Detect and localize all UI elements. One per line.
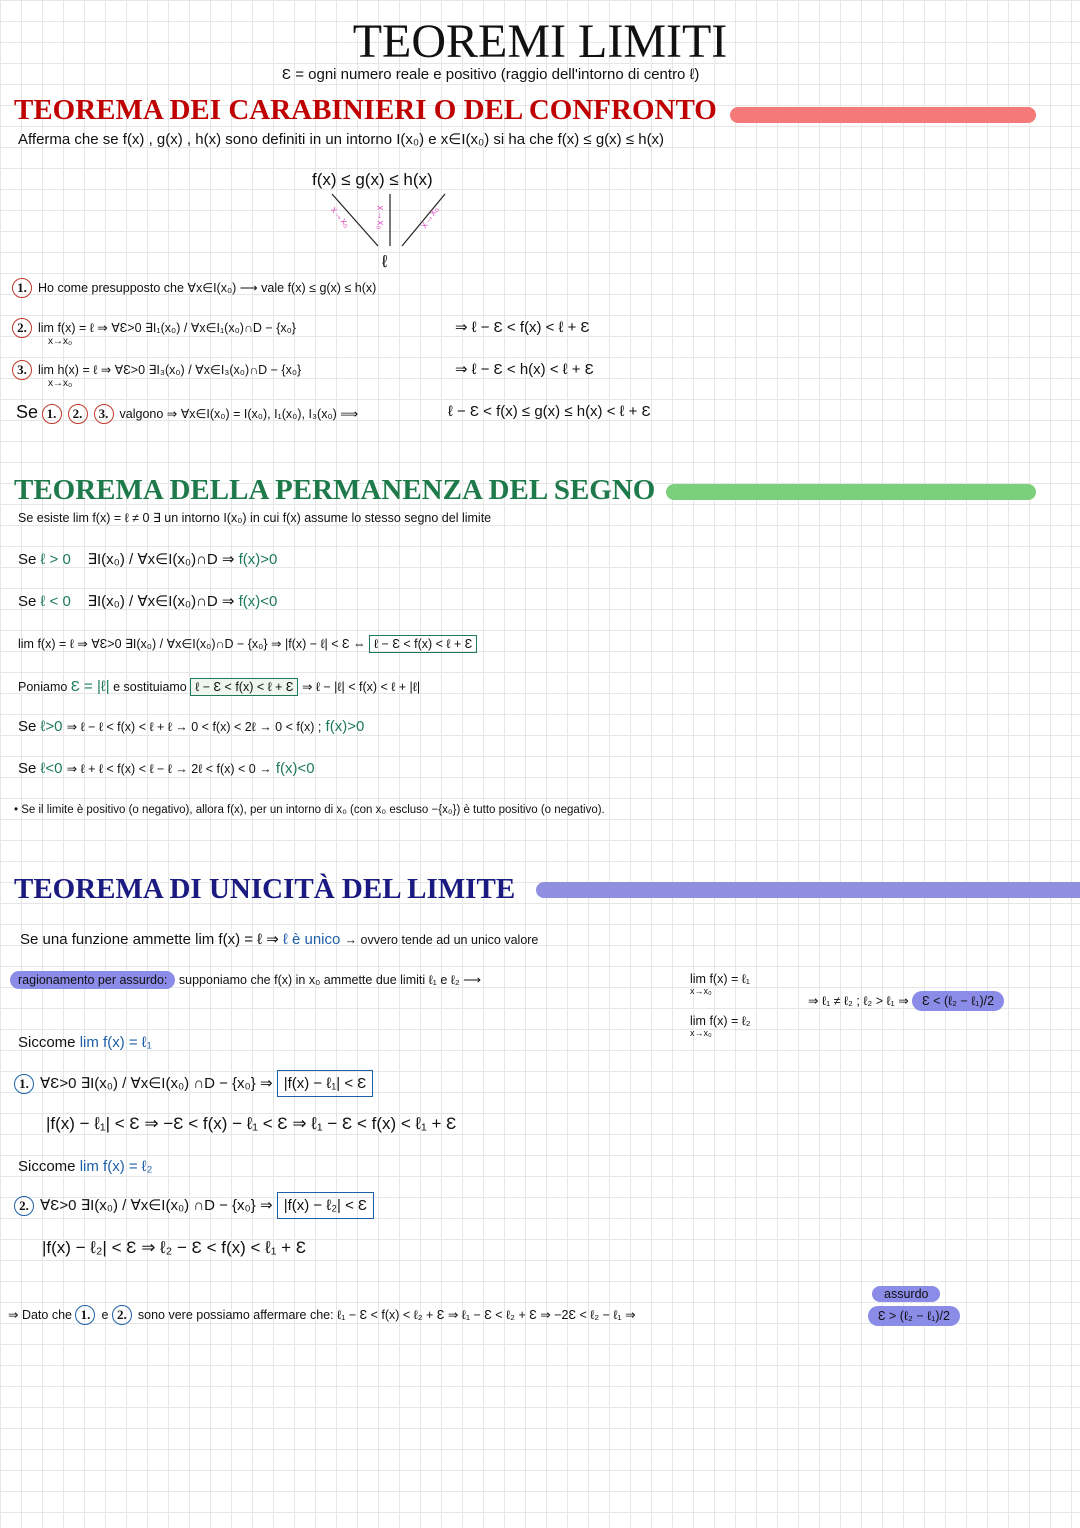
lim-subscript: x→x₀ [48,336,73,347]
siccome-1 [18,1034,152,1051]
text: → ovvero tende ad un unico valore [344,933,539,947]
step-text: lim h(x) = ℓ ⇒ ∀Ɛ>0 ∃I₃(x₀) / ∀x∈I₃(x₀)∩D − {x₀} [38,363,302,377]
absurd-reasoning [10,972,481,987]
condition: ℓ<0 [40,760,63,777]
number-circle: 1. [14,1074,34,1094]
se-label: Se [18,593,37,610]
number-circle: 2. [14,1196,34,1216]
conclusion-result: ℓ − Ɛ < f(x) ≤ g(x) ≤ h(x) < ℓ + Ɛ [448,403,651,420]
condition: ℓ < 0 [40,593,71,610]
case-result: f(x)>0 [238,551,278,568]
step-text: Ho come presupposto che ∀x∈I(x₀) ⟶ vale f(x) ≤ g(x) ≤ h(x) [38,281,377,295]
epsilon-definition: Ɛ = ogni numero reale e positivo (raggio dell'intorno di centro ℓ) [282,66,700,83]
number-circle: 2. [12,318,32,338]
siccome-2 [18,1158,152,1175]
text: ∀Ɛ>0 ∃I(x₀) / ∀x∈I(x₀) ∩D − {x₀} ⇒ [40,1197,273,1214]
unicita-intro [20,930,538,948]
text: e [101,1308,109,1322]
proof-step-2 [14,1196,374,1216]
arrow-label-center: x→x₀ [374,205,386,230]
reasoning-tag: ragionamento per assurdo: [10,971,175,989]
heading-bar-red [730,107,1036,123]
se-label: Se [18,551,37,568]
limit: lim f(x) = ℓ₂ [79,1158,153,1175]
se-label: Se [18,718,37,735]
conclusion-text: valgono ⇒ ∀x∈I(x₀) = I(x₀), I₁(x₀), I₃(x₀) ⟹ [119,407,359,421]
step-conclusion [16,402,358,424]
step-2 [12,318,296,338]
assurdo-badge: assurdo [872,1286,940,1302]
limit: lim f(x) = ℓ₁ [79,1034,152,1051]
arrow-label-right: x→x₀ [418,204,442,231]
se-label: Se [16,402,39,422]
text: ⇒ Dato che [8,1308,72,1322]
step-2-result: ⇒ ℓ − Ɛ < f(x) < ℓ + Ɛ [455,319,590,336]
limit-l1: lim f(x) = ℓ₁ [690,972,750,986]
boxed-inequality: ℓ − Ɛ < f(x) < ℓ + Ɛ [190,678,298,696]
page-title: TEOREMI LIMITI [352,15,728,68]
step-3 [12,360,301,380]
number-circle: 2. [112,1305,132,1325]
heading-bar-green [666,484,1036,500]
arrow-label-left: x→x₀ [328,204,353,231]
heading-permanenza: TEOREMA DELLA PERMANENZA DEL SEGNO [14,474,656,506]
limit-l2: lim f(x) = ℓ₂ [690,1014,751,1028]
epsilon-highlight: Ɛ < (ℓ₂ − ℓ₁)/2 [912,991,1004,1011]
case-result: f(x)<0 [238,593,278,610]
lim-subscript: x→x₀ [48,378,73,389]
number-circle: 1. [42,404,62,424]
condition: ℓ > 0 [40,551,71,568]
se-label: Se [18,760,37,777]
boxed-inequality: |f(x) − ℓ₁| < Ɛ [277,1070,374,1097]
number-circle: 2. [68,404,88,424]
boxed-inequality: ℓ − Ɛ < f(x) < ℓ + Ɛ [369,635,477,653]
epsilon-value: Ɛ = |ℓ| [70,678,110,695]
text: Siccome [18,1034,76,1051]
heading-carabinieri: TEOREMA DEI CARABINIERI O DEL CONFRONTO [14,94,717,126]
proof-step-1 [14,1074,373,1094]
text: ∀Ɛ>0 ∃I(x₀) / ∀x∈I(x₀) ∩D − {x₀} ⇒ [40,1075,273,1092]
case-positive-proof [18,718,364,735]
text: supponiamo che f(x) in x₀ ammette due limiti ℓ₁ e ℓ₂ ⟶ [178,973,482,987]
lim-subscript: x→x₀ [690,986,712,996]
proof-derivation-2: |f(x) − ℓ₂| < Ɛ ⇒ ℓ₂ − Ɛ < f(x) < ℓ₁ + Ɛ [42,1238,307,1257]
case-result: f(x)<0 [275,760,315,777]
permanenza-intro: Se esiste lim f(x) = ℓ ≠ 0 ∃ un intorno I(x₀) in cui f(x) assume lo stesso segno del limite [18,511,492,525]
text: Siccome [18,1158,76,1175]
step-3-result: ⇒ ℓ − Ɛ < h(x) < ℓ + Ɛ [455,361,594,378]
text: Poniamo [18,680,68,694]
case-body: ⇒ ℓ − ℓ < f(x) < ℓ + ℓ → 0 < f(x) < 2ℓ → 0 < f(x) ; [66,720,322,734]
proof-derivation-1: |f(x) − ℓ₁| < Ɛ ⇒ −Ɛ < f(x) − ℓ₁ < Ɛ ⇒ ℓ₁ − Ɛ < f(x) < ℓ₁ + Ɛ [46,1114,457,1133]
substitution-line [18,678,420,695]
text: Se una funzione ammette lim f(x) = ℓ ⇒ [20,931,279,948]
number-circle: 1. [75,1305,95,1325]
diagram-limit: ℓ [382,252,388,271]
case-body: ⇒ ℓ + ℓ < f(x) < ℓ − ℓ → 2ℓ < f(x) < 0 → [66,762,272,776]
permanenza-note: • Se il limite è positivo (o negativo), allora f(x), per un intorno di x₀ (con x₀ escluso −{x₀}) è tutto positivo (o negativo). [14,804,605,816]
limit-definition [18,636,477,651]
text: sono vere possiamo affermare che: ℓ₁ − Ɛ < f(x) < ℓ₂ + Ɛ ⇒ ℓ₁ − Ɛ < ℓ₂ + Ɛ ⇒ −2Ɛ < ℓ₂ − ℓ₁ ⇒ [137,1308,636,1322]
number-circle: 3. [94,404,114,424]
heading-unicita: TEOREMA DI UNICITÀ DEL LIMITE [14,873,516,905]
final-conclusion [8,1305,636,1325]
step-text: lim f(x) = ℓ ⇒ ∀Ɛ>0 ∃I₁(x₀) / ∀x∈I₁(x₀)∩D − {x₀} [38,321,296,335]
text: ⇒ ℓ − |ℓ| < f(x) < ℓ + |ℓ| [301,680,421,694]
final-epsilon-highlight: Ɛ > (ℓ₂ − ℓ₁)/2 [868,1306,960,1326]
lim-subscript: x→x₀ [690,1028,712,1038]
case-result: f(x)>0 [325,718,365,735]
number-circle: 1. [12,278,32,298]
diagram-inequality: f(x) ≤ g(x) ≤ h(x) [312,170,433,189]
step-1 [12,278,376,298]
unicita-condition [808,993,1004,1008]
case-body: ∃I(x₀) / ∀x∈I(x₀)∩D ⇒ [87,593,235,610]
case-body: ∃I(x₀) / ∀x∈I(x₀)∩D ⇒ [87,551,235,568]
highlight-text: ℓ è unico [282,931,341,948]
case-positive [18,550,277,568]
text: ⇒ ℓ₁ ≠ ℓ₂ ; ℓ₂ > ℓ₁ ⇒ [808,994,909,1008]
definition-text: lim f(x) = ℓ ⇒ ∀Ɛ>0 ∃I(x₀) / ∀x∈I(x₀)∩D − {x₀} ⇒ |f(x) − ℓ| < Ɛ ⇔ [18,637,366,651]
case-negative-proof [18,760,315,777]
condition: ℓ>0 [40,718,63,735]
heading-bar-blue [536,882,1080,898]
number-circle: 3. [12,360,32,380]
case-negative [18,592,277,610]
carabinieri-intro: Afferma che se f(x) , g(x) , h(x) sono definiti in un intorno I(x₀) e x∈I(x₀) si ha che f(x) ≤ g(x) ≤ h(x) [18,131,665,148]
boxed-inequality: |f(x) − ℓ₂| < Ɛ [277,1192,374,1219]
text: e sostituiamo [113,680,187,694]
